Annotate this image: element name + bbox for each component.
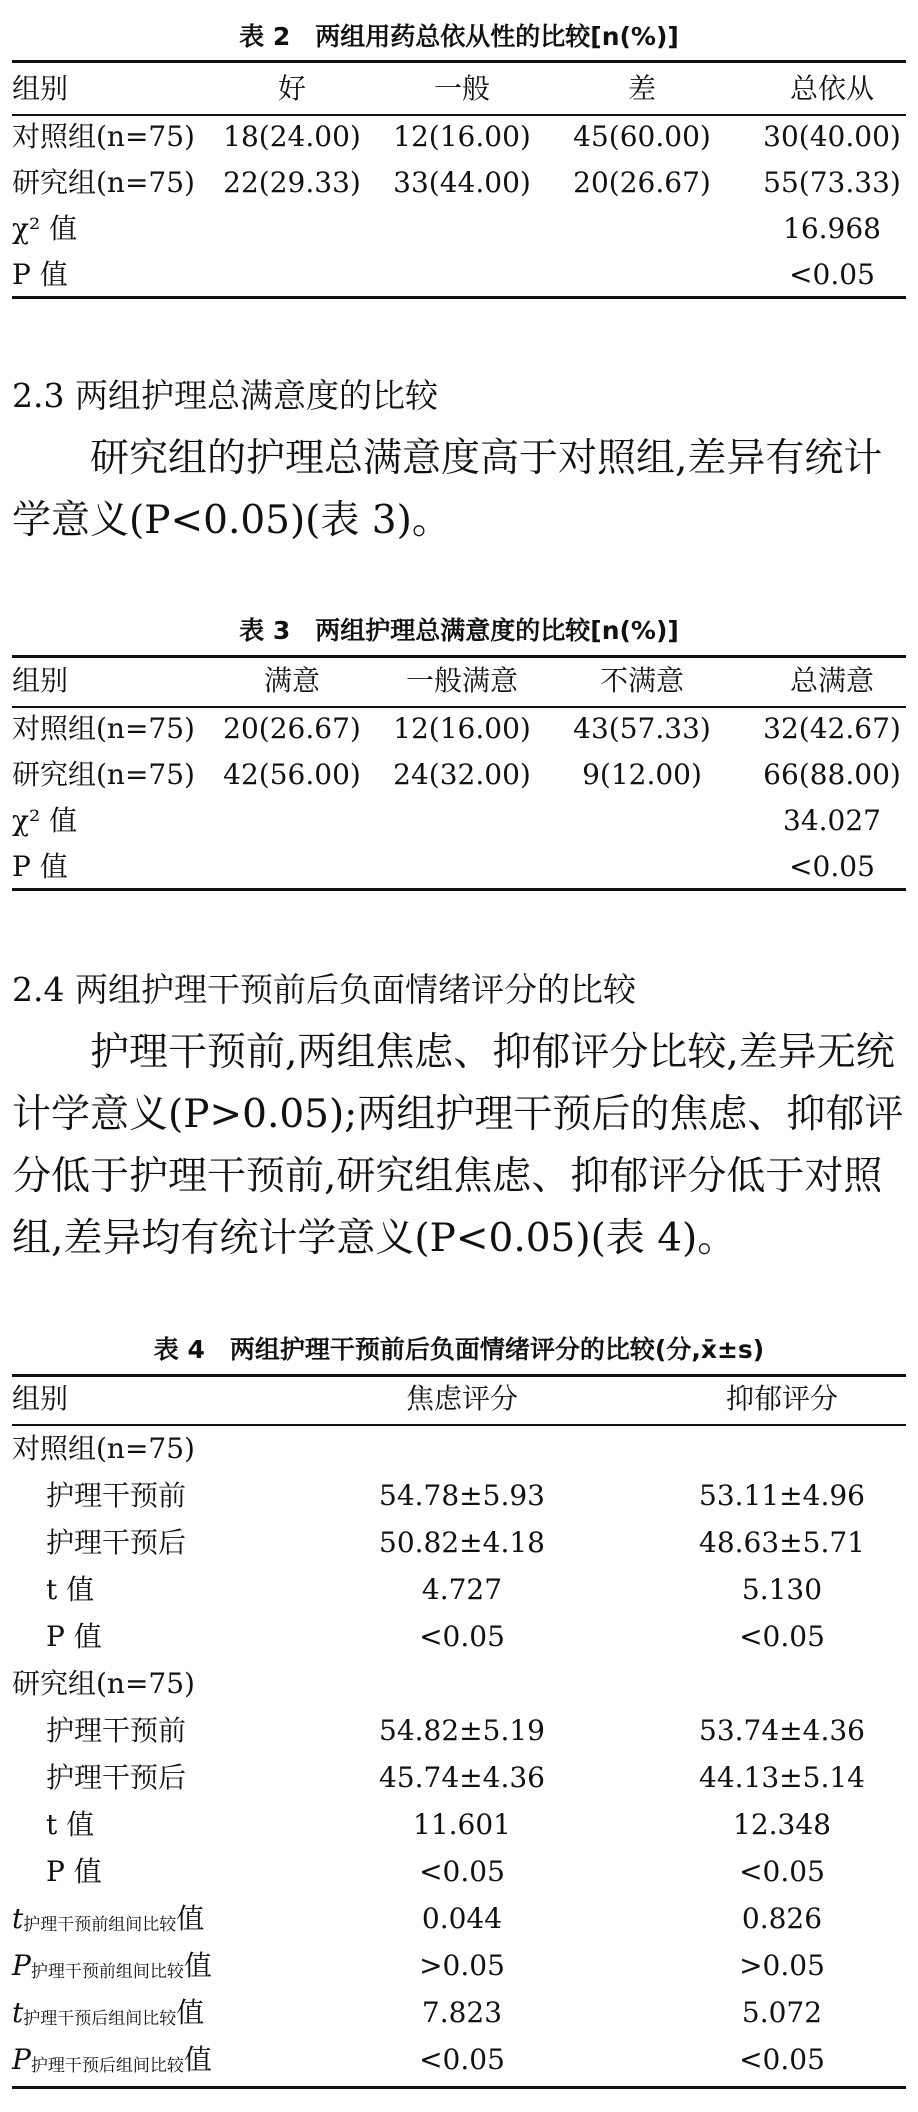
- table3-cell: [557, 798, 727, 844]
- section23-heading: 2.3 两组护理总满意度的比较: [12, 376, 438, 415]
- table4-header-1: 焦虑评分: [405, 1382, 518, 1415]
- table2-cell: [557, 206, 727, 252]
- table3-cell: 20(26.67): [223, 712, 361, 745]
- table4-header-2: 抑郁评分: [725, 1382, 838, 1415]
- table2-header-3: 差: [627, 72, 656, 105]
- section24-line3: 分低于护理干预前,研究组焦虑、抑郁评分低于对照: [12, 1154, 883, 1199]
- table3-cell: [377, 798, 547, 844]
- table3-cell: 12(16.00): [393, 712, 531, 745]
- table2-cell: 16.968: [783, 212, 881, 245]
- table4-row: [12, 2037, 906, 2083]
- table4-row-label: [12, 1990, 204, 2036]
- table4-depression-cell: 5.072: [741, 1996, 823, 2029]
- table4-row-label: 护理干预前: [46, 1479, 187, 1512]
- table4-anxiety-cell: 54.78±5.93: [379, 1479, 545, 1512]
- table4-row: [12, 1661, 906, 1707]
- table4-row: [12, 1520, 906, 1566]
- table2-cell: P 值: [12, 258, 68, 291]
- table2-header-row: [12, 66, 906, 112]
- table2-header-4: 总依从: [789, 72, 874, 105]
- section24-paragraph: [12, 1022, 906, 1270]
- table4-depression-cell: 48.63±5.71: [699, 1526, 865, 1559]
- table2-cell: [207, 206, 377, 252]
- table3-row: [12, 844, 906, 890]
- table4-anxiety-cell: 54.82±5.19: [379, 1714, 545, 1747]
- table4-row: [12, 1802, 906, 1848]
- stat-subscript: 护理干预后组间比较: [30, 2056, 184, 2076]
- table4-row: [12, 1473, 906, 1519]
- section24-line4: 组,差异均有统计学意义(P<0.05)(表 4)。: [12, 1216, 737, 1261]
- table2-row: [12, 252, 906, 298]
- stat-suffix: 值: [183, 1949, 212, 1982]
- stat-suffix: 值: [183, 2043, 212, 2076]
- table3-caption: 表 3 两组护理总满意度的比较[n(%)]: [239, 616, 679, 645]
- table3-row: [12, 752, 906, 798]
- table3-header-3: 不满意: [599, 664, 684, 697]
- table4-row: [12, 1943, 906, 1989]
- section23-line1: 研究组的护理总满意度高于对照组,差异有统计: [90, 436, 883, 481]
- table3-cell: [207, 798, 377, 844]
- table4-bottom-rule: [12, 2086, 906, 2089]
- table4-row: [12, 1755, 906, 1801]
- table2-cell: 20(26.67): [573, 166, 711, 199]
- table4-depression-cell: [662, 1661, 902, 1707]
- table4-row: [12, 1896, 906, 1942]
- table2-top-rule: [12, 60, 906, 63]
- table3-header-4: 总满意: [789, 664, 874, 697]
- table2-cell: 33(44.00): [393, 166, 531, 199]
- table4-row: [12, 1708, 906, 1754]
- table4-depression-cell: [662, 1426, 902, 1472]
- table4-anxiety-cell: 4.727: [421, 1573, 503, 1606]
- table4-depression-cell: >0.05: [739, 1949, 825, 1982]
- table2-header-2: 一般: [433, 72, 490, 105]
- table3-cell: 66(88.00): [763, 758, 901, 791]
- table4-header-row: [12, 1376, 906, 1422]
- stat-subscript: 护理干预前组间比较: [23, 1915, 177, 1935]
- table2-cell: 30(40.00): [763, 120, 901, 153]
- table4-row-label: t 值: [46, 1808, 95, 1841]
- table3-row: [12, 798, 906, 844]
- section24-heading: 2.4 两组护理干预前后负面情绪评分的比较: [12, 970, 636, 1009]
- table3-cell: 研究组(n=75): [12, 758, 195, 791]
- table2-cell: [377, 206, 547, 252]
- table4-row-label: [12, 1943, 212, 1989]
- table3-cell: [207, 844, 377, 890]
- table3-header-rule: [12, 706, 906, 708]
- table4-row-label: 护理干预前: [46, 1714, 187, 1747]
- section23-line2: 学意义(P<0.05)(表 3)。: [12, 498, 451, 543]
- table2-cell: 22(29.33): [223, 166, 361, 199]
- table4-anxiety-cell: [342, 1426, 582, 1472]
- section23-paragraph: [12, 428, 906, 552]
- table4-row: [12, 1567, 906, 1613]
- table2-cell: <0.05: [789, 258, 875, 291]
- table3-cell: [377, 844, 547, 890]
- table2-cell: 55(73.33): [763, 166, 901, 199]
- table4-row: [12, 1614, 906, 1660]
- table2-cell: [377, 252, 547, 298]
- table3-cell: χ² 值: [12, 804, 78, 837]
- table3-cell: 34.027: [783, 804, 881, 837]
- table2-row: [12, 114, 906, 160]
- stat-symbol: P: [12, 1949, 31, 1982]
- table4-depression-cell: 12.348: [733, 1808, 831, 1841]
- table4-anxiety-cell: 11.601: [413, 1808, 511, 1841]
- table2-header-rule: [12, 114, 906, 116]
- table3-cell: 对照组(n=75): [12, 712, 195, 745]
- table2-row: [12, 206, 906, 252]
- table3-cell: [557, 844, 727, 890]
- table4-depression-cell: 53.11±4.96: [699, 1479, 865, 1512]
- table4-depression-cell: 44.13±5.14: [699, 1761, 865, 1794]
- table4-row-label: 护理干预后: [46, 1761, 187, 1794]
- table4-depression-cell: 0.826: [741, 1902, 823, 1935]
- table3-header-2: 一般满意: [405, 664, 518, 697]
- table4-depression-cell: <0.05: [739, 1620, 825, 1653]
- table4-row-label: 研究组(n=75): [12, 1667, 195, 1700]
- section24-line1: 护理干预前,两组焦虑、抑郁评分比较,差异无统: [90, 1030, 895, 1075]
- table2-cell: 对照组(n=75): [12, 120, 195, 153]
- section24-line2: 计学意义(P>0.05);两组护理干预后的焦虑、抑郁评: [12, 1092, 904, 1137]
- table2-header-0: 组别: [12, 72, 69, 105]
- table4-anxiety-cell: <0.05: [419, 2043, 505, 2076]
- stat-symbol: t: [12, 1902, 24, 1935]
- table4-row: [12, 1849, 906, 1895]
- table3-cell: 9(12.00): [582, 758, 702, 791]
- table4-row-label: [12, 2037, 212, 2083]
- table2-cell: 12(16.00): [393, 120, 531, 153]
- table2-row: [12, 160, 906, 206]
- table4-anxiety-cell: 50.82±4.18: [379, 1526, 545, 1559]
- stat-symbol: t: [12, 1996, 24, 2029]
- table3-row: [12, 706, 906, 752]
- stat-subscript: 护理干预前组间比较: [30, 1962, 184, 1982]
- table4-anxiety-cell: <0.05: [419, 1855, 505, 1888]
- table4-row-label: [12, 1896, 204, 1942]
- table4-caption: 表 4 两组护理干预前后负面情绪评分的比较(分,x̄±s): [153, 1335, 765, 1364]
- table2-cell: [207, 252, 377, 298]
- table3-cell: 32(42.67): [763, 712, 901, 745]
- table4-row: [12, 1426, 906, 1472]
- table4-anxiety-cell: >0.05: [419, 1949, 505, 1982]
- table3-header-0: 组别: [12, 664, 69, 697]
- table4-row-label: P 值: [46, 1855, 102, 1888]
- table3-header-1: 满意: [263, 664, 320, 697]
- table2-bottom-rule: [12, 296, 906, 299]
- table2-cell: [557, 252, 727, 298]
- table4-row-label: P 值: [46, 1620, 102, 1653]
- table4-row-label: 对照组(n=75): [12, 1432, 195, 1465]
- stat-suffix: 值: [176, 1902, 205, 1935]
- stat-symbol: P: [12, 2043, 31, 2076]
- table2-cell: 45(60.00): [573, 120, 711, 153]
- stat-suffix: 值: [176, 1996, 205, 2029]
- table4-anxiety-cell: 45.74±4.36: [379, 1761, 545, 1794]
- table3-cell: 43(57.33): [573, 712, 711, 745]
- table3-cell: <0.05: [789, 850, 875, 883]
- table2-cell: 研究组(n=75): [12, 166, 195, 199]
- table3-cell: 42(56.00): [223, 758, 361, 791]
- table4-anxiety-cell: <0.05: [419, 1620, 505, 1653]
- table4-header-rule: [12, 1424, 906, 1426]
- stat-subscript: 护理干预后组间比较: [23, 2009, 177, 2029]
- table4-row-label: t 值: [46, 1573, 95, 1606]
- table4-header-0: 组别: [12, 1382, 69, 1415]
- table2-cell: 18(24.00): [223, 120, 361, 153]
- table3-header-row: [12, 658, 906, 704]
- table4-anxiety-cell: [342, 1661, 582, 1707]
- table4-depression-cell: <0.05: [739, 1855, 825, 1888]
- table4-row-label: 护理干预后: [46, 1526, 187, 1559]
- table4-depression-cell: 5.130: [741, 1573, 823, 1606]
- table3-cell: P 值: [12, 850, 68, 883]
- table4-depression-cell: <0.05: [739, 2043, 825, 2076]
- table4-row: [12, 1990, 906, 2036]
- table4-depression-cell: 53.74±4.36: [699, 1714, 865, 1747]
- table2-caption: 表 2 两组用药总依从性的比较[n(%)]: [239, 22, 679, 51]
- table2-header-1: 好: [277, 72, 306, 105]
- table4-anxiety-cell: 0.044: [421, 1902, 503, 1935]
- table3-bottom-rule: [12, 888, 906, 891]
- table4-anxiety-cell: 7.823: [421, 1996, 503, 2029]
- table2-cell: χ² 值: [12, 212, 78, 245]
- table3-cell: 24(32.00): [393, 758, 531, 791]
